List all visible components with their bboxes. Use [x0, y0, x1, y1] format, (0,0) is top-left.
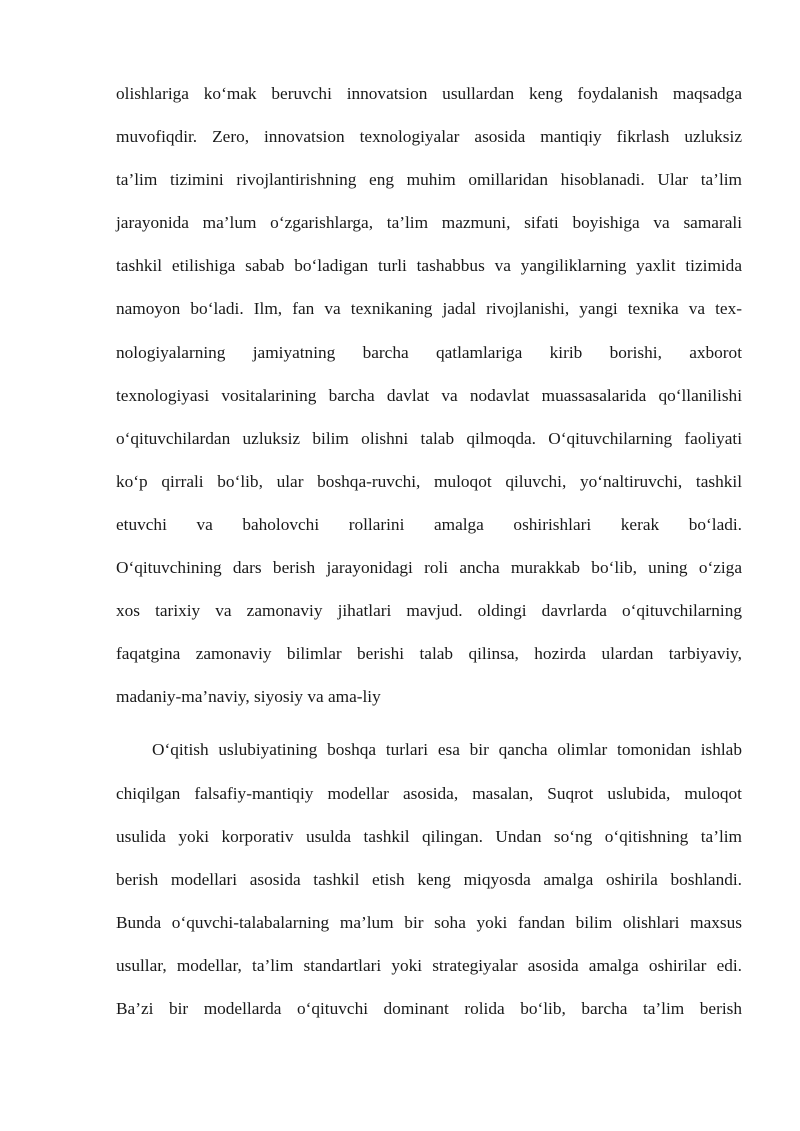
text-line: nologiyalarning jamiyatning barcha qatlamlariga kirib borishi, axborot [116, 342, 742, 362]
text-line: usulida yoki korporativ usulda tashkil qilingan. Undan so‘ng o‘qitishning ta’lim [116, 826, 742, 846]
text-line: tashkil etilishiga sabab bo‘ladigan turli tashabbus va yangiliklarning yaxlit tizimida [116, 256, 742, 276]
text-line: jarayonida ma’lum o‘zgarishlarga, ta’lim mazmuni, sifati boyishiga va samarali [116, 213, 742, 233]
text-line: Bunda o‘quvchi-talabalarning ma’lum bir soha yoki fandan bilim olishlari maxsus [116, 912, 742, 932]
text-line: madaniy-ma’naviy, siyosiy va ama-liy [116, 687, 381, 707]
text-line: faqatgina zamonaviy bilimlar berishi talab qilinsa, hozirda ulardan tarbiyaviy, [116, 644, 742, 664]
text-line: ta’lim tizimini rivojlantirishning eng muhim omillaridan hisoblanadi. Ular ta’lim [116, 170, 742, 190]
text-line: etuvchi va baholovchi rollarini amalga oshirishlari kerak bo‘ladi. [116, 514, 742, 534]
text-line: texnologiyasi vositalarining barcha davlat va nodavlat muassasalarida qo‘llanilishi [116, 385, 742, 405]
paragraph-2 [116, 728, 742, 1030]
text-line: xos tarixiy va zamonaviy jihatlari mavjud. oldingi davrlarda o‘qituvchilarning [116, 601, 742, 621]
paragraph-1 [116, 72, 742, 718]
text-line: namoyon bo‘ladi. Ilm, fan va texnikaning jadal rivojlanishi, yangi texnika va tex- [116, 299, 742, 319]
text-line: olishlariga ko‘mak beruvchi innovatsion usullardan keng foydalanish maqsadga [116, 84, 742, 103]
text-line: O‘qituvchining dars berish jarayonidagi roli ancha murakkab bo‘lib, uning o‘ziga [116, 558, 742, 578]
text-line: muvofiqdir. Zero, innovatsion texnologiyalar asosida mantiqiy fikrlash uzluksiz [116, 127, 742, 147]
text-line: Ba’zi bir modellarda o‘qituvchi dominant rolida bo‘lib, barcha ta’lim berish [116, 998, 742, 1018]
text-line: usullar, modellar, ta’lim standartlari yoki strategiyalar asosida amalga oshirilar edi. [116, 955, 742, 975]
text-line: O‘qitish uslubiyatining boshqa turlari esa bir qancha olimlar tomonidan ishlab [152, 740, 742, 760]
text-line: ko‘p qirrali bo‘lib, ular boshqa-ruvchi, muloqot qiluvchi, yo‘naltiruvchi, tashkil [116, 471, 742, 491]
text-line: o‘qituvchilardan uzluksiz bilim olishni talab qilmoqda. O‘qituvchilarning faoliyati [116, 428, 742, 448]
text-line: berish modellari asosida tashkil etish keng miqyosda amalga oshirila boshlandi. [116, 869, 742, 889]
text-line: chiqilgan falsafiy-mantiqiy modellar asosida, masalan, Suqrot uslubida, muloqot [116, 783, 742, 803]
document-page [116, 72, 742, 1030]
